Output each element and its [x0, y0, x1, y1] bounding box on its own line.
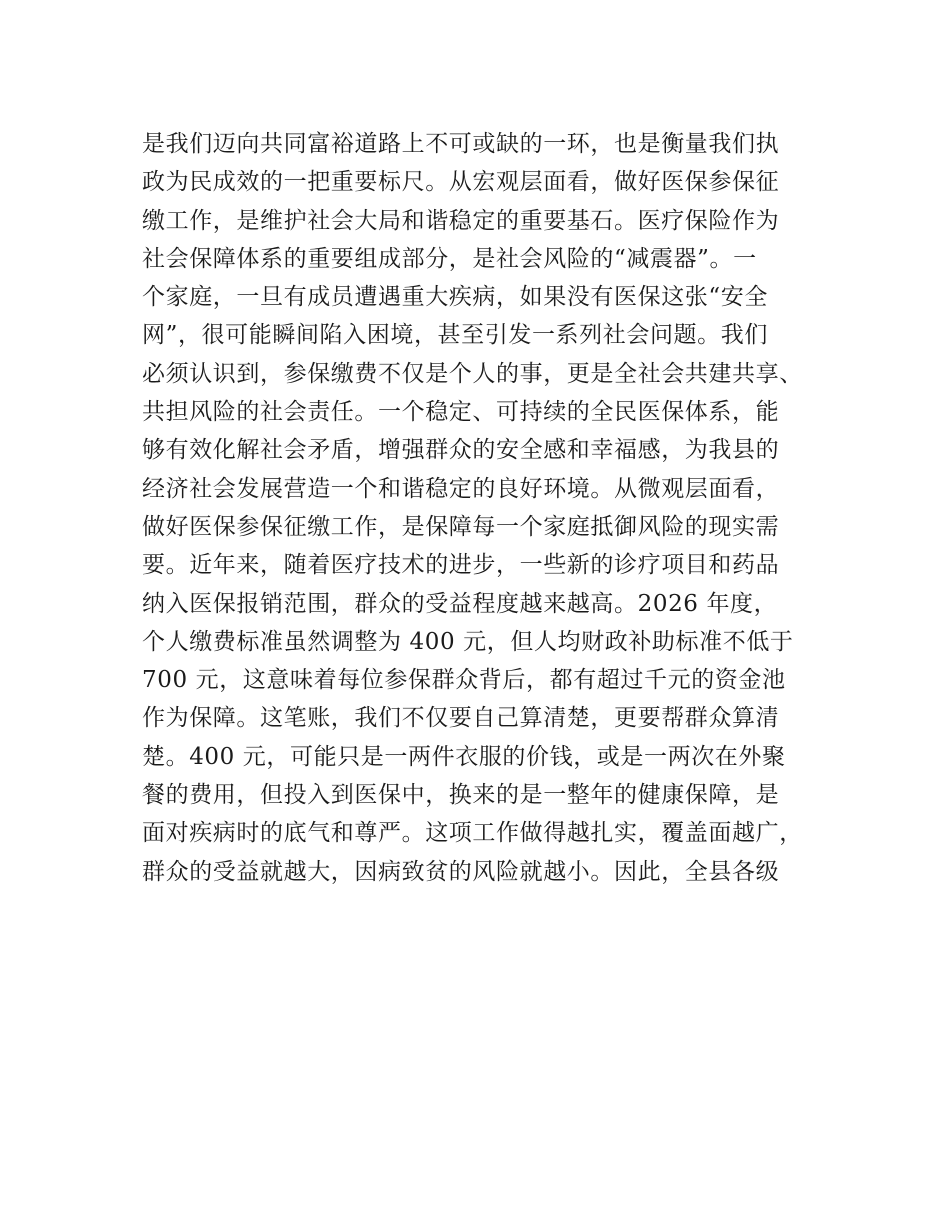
text-line: 政为民成效的一把重要标尺。从宏观层面看，做好医保参保征 [142, 169, 780, 196]
text-line: 700 元，这意味着每位参保群众背后，都有超过千元的资金池 [142, 667, 786, 694]
text-line: 做好医保参保征缴工作，是保障每一个家庭抵御风险的现实需 [142, 513, 780, 540]
text-line: 纳入医保报销范围，群众的受益程度越来越高。2026 年度， [142, 590, 778, 617]
text-line: 缴工作，是维护社会大局和谐稳定的重要基石。医疗保险作为 [142, 207, 780, 234]
text-line: 楚。400 元，可能只是一两件衣服的价钱，或是一两次在外聚 [142, 743, 786, 770]
text-line: 够有效化解社会矛盾，增强群众的安全感和幸福感，为我县的 [142, 437, 780, 464]
text-line: 经济社会发展营造一个和谐稳定的良好环境。从微观层面看， [142, 475, 780, 502]
text-line: 社会保障体系的重要组成部分，是社会风险的“减震器”。一 [142, 245, 757, 272]
text-line: 餐的费用，但投入到医保中，换来的是一整年的健康保障，是 [142, 782, 780, 809]
text-line: 必须认识到，参保缴费不仅是个人的事，更是全社会共建共享、 [142, 360, 803, 387]
text-line: 要。近年来，随着医疗技术的进步，一些新的诊疗项目和药品 [142, 552, 780, 579]
text-line: 个人缴费标准虽然调整为 400 元，但人均财政补助标准不低于 [142, 628, 794, 655]
text-line: 是我们迈向共同富裕道路上不可或缺的一环，也是衡量我们执 [142, 131, 780, 157]
text-line: 面对疾病时的底气和尊严。这项工作做得越扎实，覆盖面越广， [142, 820, 803, 847]
text-line: 群众的受益就越大，因病致贫的风险就越小。因此，全县各级 [142, 858, 780, 885]
text-line: 网”，很可能瞬间陷入困境，甚至引发一系列社会问题。我们 [142, 322, 768, 349]
text-line: 作为保障。这笔账，我们不仅要自己算清楚，更要帮群众算清 [142, 705, 780, 732]
text-line: 共担风险的社会责任。一个稳定、可持续的全民医保体系，能 [142, 399, 780, 426]
text-line: 个家庭，一旦有成员遭遇重大疾病，如果没有医保这张“安全 [142, 284, 768, 311]
body-paragraph [142, 125, 842, 891]
